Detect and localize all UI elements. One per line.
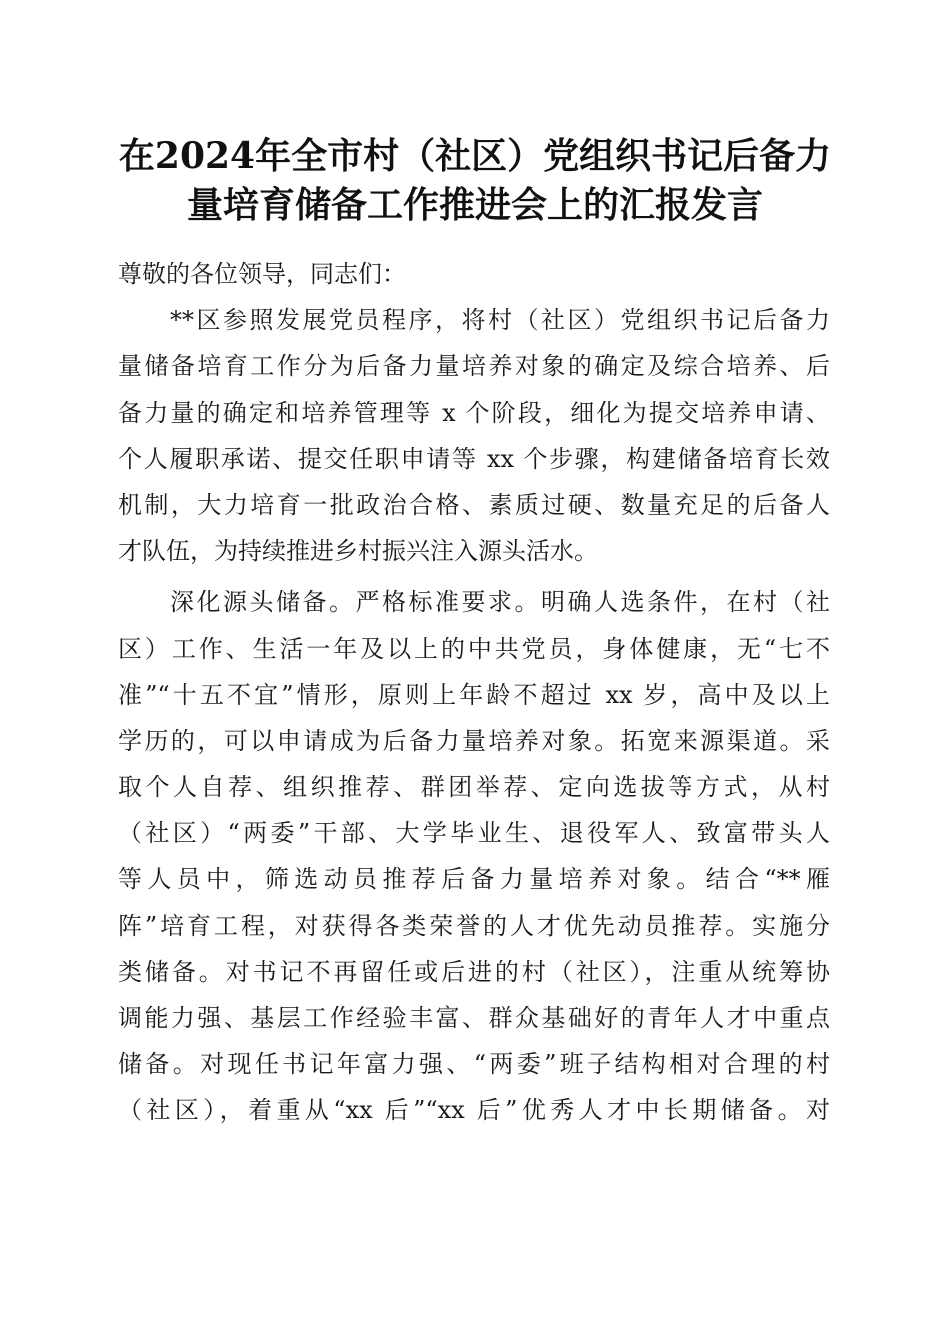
paragraph-line: 机制，大力培育一批政治合格、素质过硬、数量充足的后备人 (118, 490, 830, 519)
paragraph-line: 准”“十五不宜”情形，原则上年龄不超过 xx 岁，高中及以上 (118, 680, 830, 709)
paragraph-line: 才队伍，为持续推进乡村振兴注入源头活水。 (118, 537, 598, 566)
paragraph-line: （社区）“两委”干部、大学毕业生、退役军人、致富带头人 (118, 819, 830, 848)
paragraph-line: 学历的，可以申请成为后备力量培养对象。拓宽来源渠道。采 (118, 726, 830, 755)
document-body (118, 251, 830, 1134)
paragraph-line: 深化源头储备。严格标准要求。明确人选条件，在村（社 (170, 588, 830, 617)
title-line-2: 量培育储备工作推进会上的汇报发言 (186, 184, 763, 226)
paragraph-line: 储备。对现任书记年富力强、“两委”班子结构相对合理的村 (118, 1050, 830, 1079)
paragraph-line: 区）工作、生活一年及以上的中共党员，身体健康，无“七不 (118, 634, 830, 663)
paragraph-line: **区参照发展党员程序，将村（社区）党组织书记后备力 (170, 306, 830, 335)
paragraph-line: 个人履职承诺、提交任职申请等 xx 个步骤，构建储备培育长效 (118, 444, 830, 473)
paragraph-line: 取个人自荐、组织推荐、群团举荐、定向选拔等方式，从村 (118, 773, 830, 802)
paragraph-1 (118, 297, 830, 574)
paragraph-line: 量储备培育工作分为后备力量培养对象的确定及综合培养、后 (118, 352, 830, 381)
salutation: 尊敬的各位领导，同志们： (118, 260, 406, 288)
paragraph-line: 等人员中，筛选动员推荐后备力量培养对象。结合“**雁 (118, 865, 830, 894)
paragraph-line: 阵”培育工程，对获得各类荣誉的人才优先动员推荐。实施分 (118, 911, 830, 940)
document-title (118, 132, 832, 230)
paragraph-line: 备力量的确定和培养管理等 x 个阶段，细化为提交培养申请、 (118, 398, 830, 427)
title-line-1: 在2024年全市村（社区）党组织书记后备力 (118, 135, 832, 177)
paragraph-line: 类储备。对书记不再留任或后进的村（社区），注重从统筹协 (118, 957, 830, 986)
paragraph-line: 调能力强、基层工作经验丰富、群众基础好的青年人才中重点 (118, 1004, 830, 1032)
paragraph-2 (118, 579, 830, 1133)
paragraph-line: （社区），着重从“xx 后”“xx 后”优秀人才中长期储备。对 (118, 1096, 830, 1125)
